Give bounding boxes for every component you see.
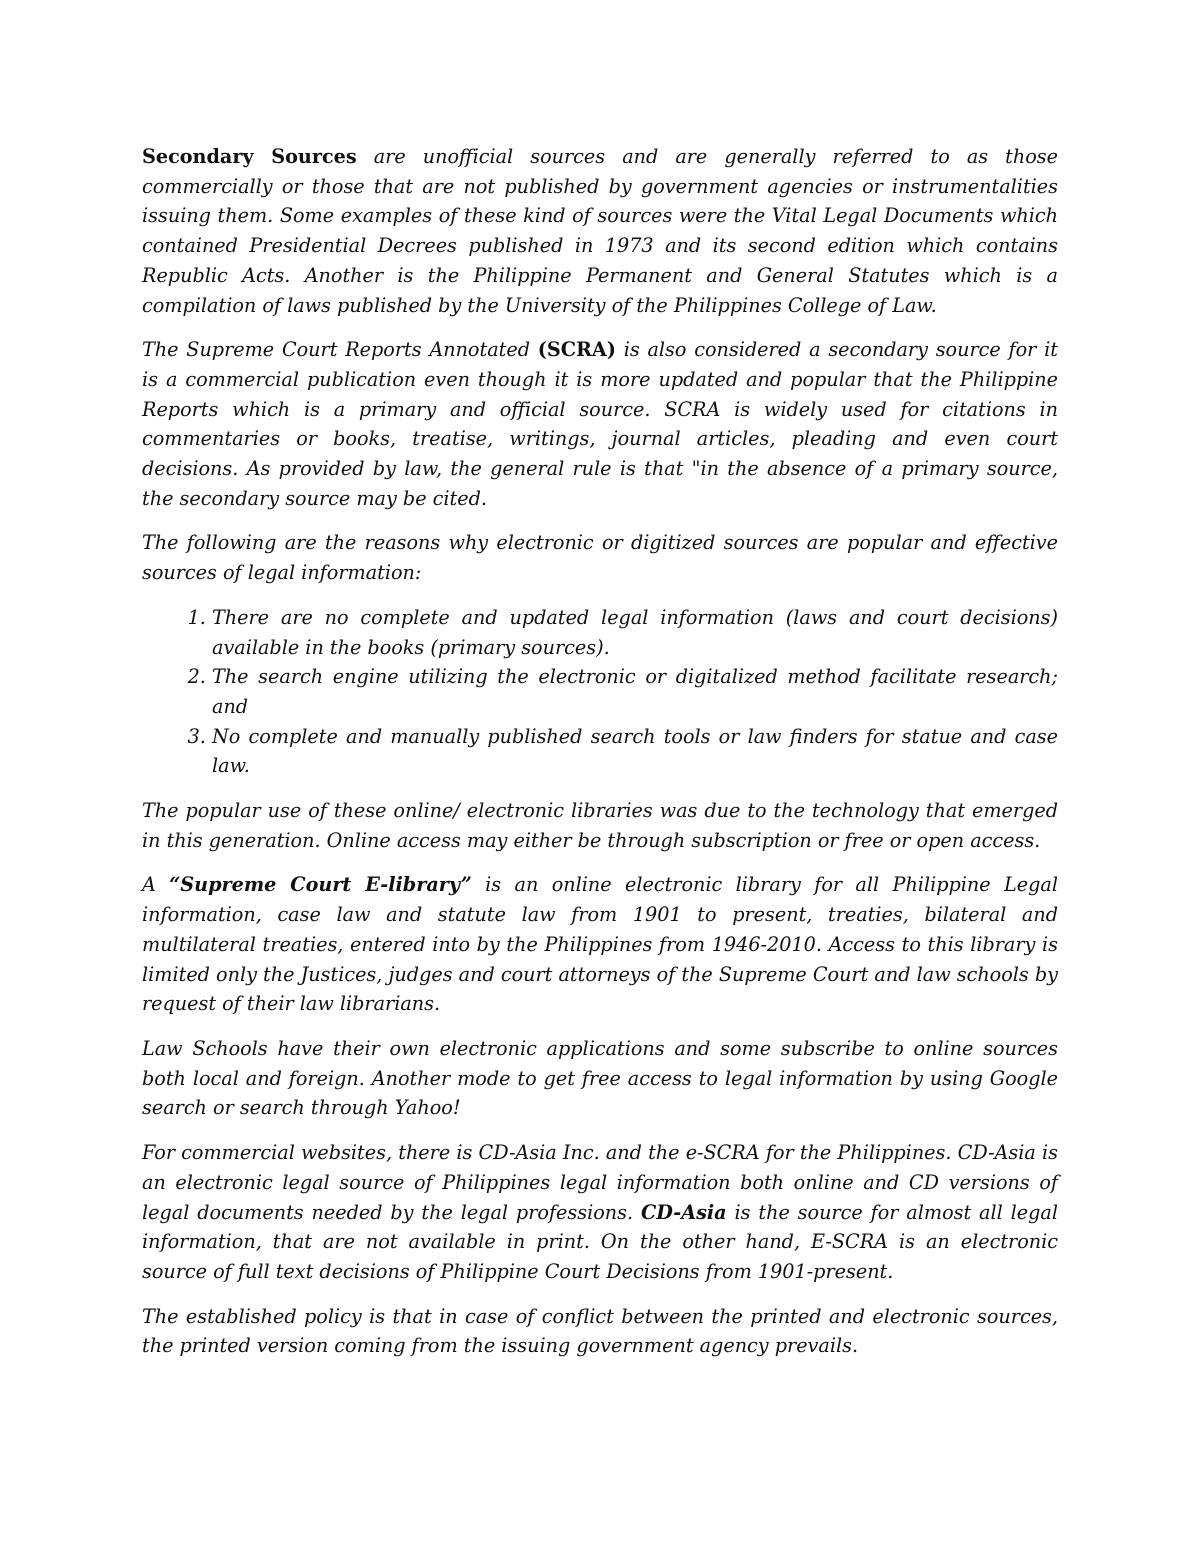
paragraph-law-schools: Law Schools have their own electronic applications and some subscribe to online sources both local and foreign. Another mode to get free access to legal information by using Google search or search through Yahoo! <box>142 1036 1058 1120</box>
paragraph-text: is also considered a secondary source for it is a commercial publication even though it is more updated and popular that the Philippine Reports which is a primary and official source. SCRA is widely used for citations in commentaries or books, treatise, writings, journal articles, pleading and even court decisions. As provided by law, the general rule is that "in the absence of a primary source, the secondary source may be cited. <box>142 338 1058 510</box>
paragraph-online-libraries: The popular use of these online/ electronic libraries was due to the technology that emerged in this generation. Online access may either be through subscription or free or open access. <box>142 799 1058 852</box>
list-item: 3. No complete and manually published search tools or law finders for statue and case law. <box>212 722 1058 781</box>
paragraph-commercial-websites <box>142 1138 1058 1287</box>
list-item: 1. There are no complete and updated legal information (laws and court decisions) available in the books (primary sources). <box>212 603 1058 662</box>
term-cd-asia: CD-Asia <box>640 1200 727 1224</box>
paragraph-elibrary <box>142 870 1058 1019</box>
paragraph-reasons-intro: The following are the reasons why electronic or digitized sources are popular and effective sources of legal information: <box>142 531 1058 585</box>
paragraph-text: For commercial websites, there is CD-Asia Inc. and the e-SCRA for the Philippines. CD-Asia is an electronic legal source of Philippines legal information both online and CD versions of legal documents needed by the legal professions. <box>142 1141 1058 1224</box>
reasons-list <box>142 603 1058 781</box>
list-item: 2. The search engine utilizing the electronic or digitalized method facilitate research; and <box>212 662 1058 721</box>
term-supreme-court-elibrary: “Supreme Court E-library” <box>169 873 472 897</box>
term-scra: (SCRA) <box>537 338 616 362</box>
paragraph-text: is an online electronic library for all Philippine Legal information, case law and statute law from 1901 to present, treaties, bilateral and multilateral treaties, entered into by the Philippines from 1946-2010. Access to this library is limited only the Justices, judges and court attorneys of the Supreme Court and law schools by request of their law librarians. <box>142 873 1058 1016</box>
term-secondary-sources: Secondary Sources <box>142 145 357 168</box>
paragraph-text: A <box>142 873 170 897</box>
paragraph-scra <box>142 335 1058 513</box>
paragraph-text: is the source for almost all legal information, that are not available in print. On the other hand, E-SCRA is an electronic source of full text decisions of Philippine Court Decisions from 1901-present. <box>142 1200 1059 1283</box>
paragraph-policy: The established policy is that in case of conflict between the printed and electronic sources, the printed version coming from the issuing government agency prevails. <box>142 1304 1058 1358</box>
paragraph-text: are unofficial sources and are generally referred to as those commercially or those that are not published by government agencies or instrumentalities issuing them. Some examples of these kind of sources were the Vital Legal Documents which contained Presidential Decrees published in 1973 and its second edition which contains Republic Acts. Another is the Philippine Permanent and General Statutes which is a compilation of laws published by the University of the Philippines College of Law. <box>142 145 1058 317</box>
paragraph-text: The Supreme Court Reports Annotated <box>142 338 538 362</box>
paragraph-secondary-sources <box>142 142 1058 320</box>
